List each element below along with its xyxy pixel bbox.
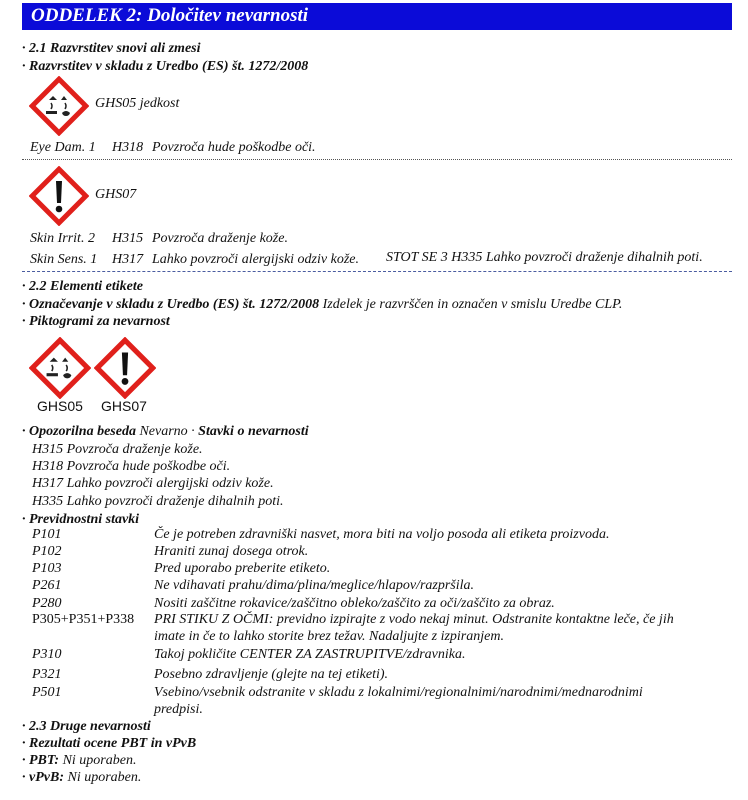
skin-irrit-h-code: H315 bbox=[112, 231, 144, 246]
p-code: P310 bbox=[32, 647, 62, 662]
eye-class: Eye Dam. 1 bbox=[30, 140, 96, 155]
dotted-divider bbox=[22, 159, 732, 160]
ghs07-exclamation-icon bbox=[94, 337, 156, 399]
labelling-regulation: · Označevanje v skladu z Uredbo (ES) št. 1272/2008 bbox=[22, 297, 320, 312]
pbt-line bbox=[22, 752, 136, 769]
signal-word-line bbox=[22, 423, 309, 440]
ghs07-exclamation-icon bbox=[29, 166, 89, 226]
section-header bbox=[22, 3, 732, 30]
section-title: ODDELEK 2: Določitev nevarnosti bbox=[31, 5, 309, 26]
vpvb-line bbox=[22, 769, 141, 786]
labelling-text: Izdelek je razvrščen in označen v smislu Uredbe CLP. bbox=[319, 297, 623, 312]
section-2-3-title: · 2.3 Druge nevarnosti bbox=[22, 719, 151, 734]
p-code: P261 bbox=[32, 578, 62, 593]
pbt-value: Ni uporaben. bbox=[59, 753, 137, 768]
labelling-line bbox=[22, 296, 622, 313]
vpvb-value: Ni uporaben. bbox=[63, 770, 142, 785]
dashed-divider bbox=[22, 271, 732, 272]
eye-h-code: H318 bbox=[112, 140, 144, 155]
hazard-statement: H335 Lahko povzroči draženje dihalnih poti. bbox=[32, 494, 284, 509]
classification-regulation: · Razvrstitev v skladu z Uredbo (ES) št. 1272/2008 bbox=[22, 59, 309, 74]
hazard-statement: H317 Lahko povzroči alergijski odziv kože. bbox=[32, 476, 274, 491]
hazard-statement: H315 Povzroča draženje kože. bbox=[32, 442, 203, 457]
skin-sens-class: Skin Sens. 1 bbox=[30, 252, 98, 267]
p-text: Nositi zaščitne rokavice/zaščitno obleko/zaščito za oči/zaščito za obraz. bbox=[154, 596, 555, 611]
ghs07-caption: GHS07 bbox=[101, 398, 147, 414]
p-code: P103 bbox=[32, 561, 62, 576]
ghs05-caption: GHS05 bbox=[37, 398, 83, 414]
p-code: P305+P351+P338 bbox=[32, 612, 135, 627]
p-text: Ne vdihavati prahu/dima/plina/meglice/hlapov/razpršila. bbox=[154, 578, 475, 593]
signal-word-label: · Opozorilna beseda bbox=[22, 424, 136, 439]
eye-h-text: Povzroča hude poškodbe oči. bbox=[152, 140, 316, 155]
p-text-continued: imate in če to lahko storite brez težav. Nadaljujte z izpiranjem. bbox=[154, 629, 504, 644]
p-text: Takoj pokličite CENTER ZA ZASTRUPITVE/zdravnika. bbox=[154, 647, 466, 662]
section-2-1-title: · 2.1 Razvrstitev snovi ali zmesi bbox=[22, 41, 201, 56]
p-text: Vsebino/vsebnik odstranite v skladu z lokalnimi/regionalnimi/narodnimi/mednarodnimi bbox=[154, 685, 643, 700]
p-code: P101 bbox=[32, 527, 62, 542]
p-code: P321 bbox=[32, 667, 62, 682]
p-code: P102 bbox=[32, 544, 62, 559]
p-text: Posebno zdravljenje (glejte na tej etiketi). bbox=[154, 667, 389, 682]
skin-sens-h-text: Lahko povzroči alergijski odziv kože. bbox=[152, 252, 359, 267]
p-text: Če je potreben zdravniški nasvet, mora biti na voljo posoda ali etiketa proizvoda. bbox=[154, 527, 610, 542]
skin-irrit-h-text: Povzroča draženje kože. bbox=[152, 231, 288, 246]
skin-irrit-class: Skin Irrit. 2 bbox=[30, 231, 95, 246]
ghs05-corrosion-icon bbox=[29, 76, 89, 136]
p-code: P501 bbox=[32, 685, 62, 700]
pbt-label: · PBT: bbox=[22, 753, 60, 768]
precautionary-title: · Previdnostni stavki bbox=[22, 512, 140, 527]
ghs05-label: GHS05 jedkost bbox=[95, 96, 180, 111]
skin-sens-h-code: H317 bbox=[112, 252, 144, 267]
section-2-2-title: · 2.2 Elementi etikete bbox=[22, 279, 143, 294]
stot-statement: STOT SE 3 H335 Lahko povzroči draženje dihalnih poti. bbox=[386, 250, 703, 265]
signal-word-value: Nevarno · bbox=[135, 424, 199, 439]
p-text: Hraniti zunaj dosega otrok. bbox=[154, 544, 309, 559]
p-text-continued: predpisi. bbox=[154, 702, 203, 717]
pictograms-title: · Piktogrami za nevarnost bbox=[22, 314, 170, 329]
p-code: P280 bbox=[32, 596, 62, 611]
p-text: PRI STIKU Z OČMI: previdno izpirajte z vodo nekaj minut. Odstranite kontaktne leče, če jih bbox=[154, 612, 674, 627]
ghs07-label: GHS07 bbox=[95, 187, 137, 202]
hazard-statements-label: Stavki o nevarnosti bbox=[198, 424, 309, 439]
p-text: Pred uporabo preberite etiketo. bbox=[154, 561, 331, 576]
ghs05-corrosion-icon bbox=[29, 337, 91, 399]
pbt-results-title: · Rezultati ocene PBT in vPvB bbox=[22, 736, 197, 751]
hazard-statement: H318 Povzroča hude poškodbe oči. bbox=[32, 459, 231, 474]
vpvb-label: · vPvB: bbox=[22, 770, 64, 785]
